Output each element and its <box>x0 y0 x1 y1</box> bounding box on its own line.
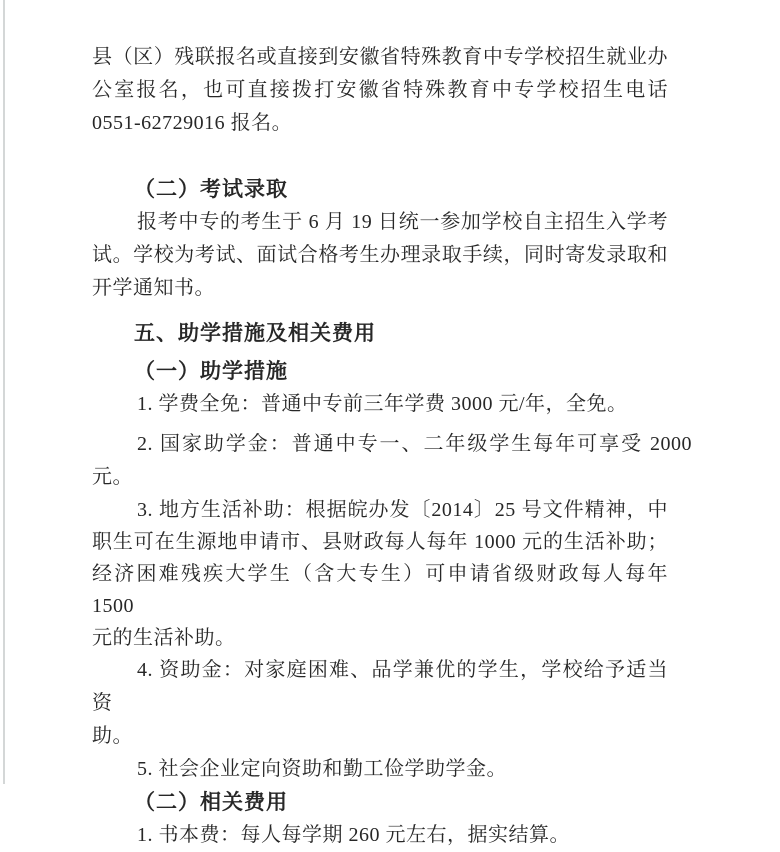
text-line-item-5: 5. 社会企业定向资助和勤工俭学助学金。 <box>137 758 507 780</box>
section-heading-exam-admission: （二）考试录取 <box>134 178 288 201</box>
text-line: 经济困难残疾大学生（含大专生）可申请省级财政每人每年 1500 <box>92 563 668 617</box>
text-line-item-4: 4. 资助金：对家庭困难、品学兼优的学生，学校给予适当资 <box>92 659 668 714</box>
page-edge-line <box>3 0 5 784</box>
section-heading-aid-measures: （一）助学措施 <box>134 360 288 383</box>
text-line-item-1: 1. 学费全免：普通中专前三年学费 3000 元/年，全免。 <box>137 393 628 415</box>
section-heading-related-fees: （二）相关费用 <box>134 791 288 814</box>
text-line-item-3: 3. 地方生活补助：根据皖办发〔2014〕25 号文件精神，中 <box>137 499 668 521</box>
section-heading-aid-and-fees: 五、助学措施及相关费用 <box>134 322 376 345</box>
text-line: 助。 <box>92 725 133 747</box>
text-line-book-fee: 1. 书本费：每人每学期 260 元左右，据实结算。 <box>137 824 570 846</box>
text-line: 试。学校为考试、面试合格考生办理录取手续，同时寄发录取和 <box>92 244 668 266</box>
text-line: 公室报名，也可直接拨打安徽省特殊教育中专学校招生电话 <box>92 79 668 101</box>
text-line: 报考中专的考生于 6 月 19 日统一参加学校自主招生入学考 <box>137 211 668 233</box>
text-line-item-2: 2. 国家助学金：普通中专一、二年级学生每年可享受 2000 <box>137 433 692 455</box>
text-line: 职生可在生源地申请市、县财政每人每年 1000 元的生活补助； <box>92 531 668 553</box>
text-line-phone: 0551-62729016 报名。 <box>92 112 293 134</box>
text-line: 元。 <box>92 466 133 488</box>
text-line: 元的生活补助。 <box>92 627 236 649</box>
text-line: 开学通知书。 <box>92 277 215 299</box>
document-content <box>92 0 692 852</box>
text-line: 县（区）残联报名或直接到安徽省特殊教育中专学校招生就业办 <box>92 46 668 68</box>
